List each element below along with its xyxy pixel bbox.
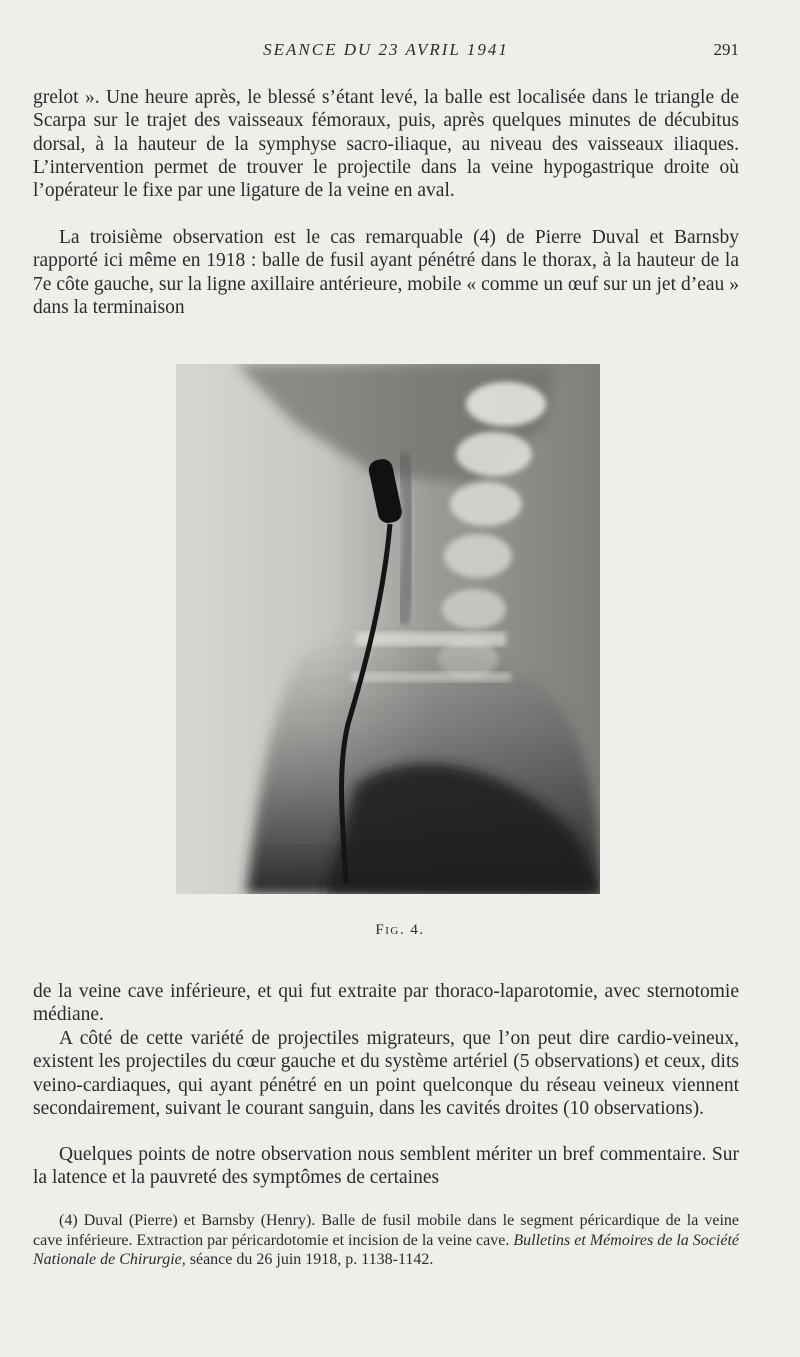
x-ray-figure	[176, 364, 600, 894]
paragraph-1: grelot ». Une heure après, le blessé s’étant levé, la balle est localisée dans le triangle de Scarpa sur le trajet des vaisseaux fémoraux, puis, après quelques minutes de décubitus dorsal, à la hauteur de la symphyse sacro-iliaque, au niveau des vaisseaux iliaques. L’intervention permet de trouver le projectile dans la veine hypogastrique droite où l’opérateur le fixe par une ligature de la veine en aval.	[33, 87, 739, 202]
paragraph-4: A côté de cette variété de projectiles migrateurs, que l’on peut dire cardio-veineux, existent les projectiles du cœur gauche et du système artériel (5 observations) et ceux, dits veino-cardiaques, qui ayant pénétré en un point quelconque du réseau veineux viennent secondairement, suivant le courant sanguin, dans les cavités droites (10 observations).	[33, 1028, 739, 1119]
footnote-text: (4) Duval (Pierre) et Barnsby (Henry). Balle de fusil mobile dans le segment péricardique de la veine cave inférieure. Extraction par péricardotomie et incision de la veine cave.	[33, 1212, 739, 1249]
page-number: 291	[713, 40, 739, 59]
paragraph-2: La troisième observation est le cas remarquable (4) de Pierre Duval et Barnsby rapporté ici même en 1918 : balle de fusil ayant pénétré dans le thorax, à la hauteur de la 7e côte gauche, sur la ligne axillaire antérieure, mobile « comme un œuf sur un jet d’eau » dans la terminaison	[33, 227, 739, 318]
footnote-journal: Bulletins et Mémoires de la Société Nationale de Chirurgie,	[33, 1231, 740, 1268]
paragraph-3: de la veine cave inférieure, et qui fut extraite par thoraco-laparotomie, avec sternotomie médiane.	[33, 981, 739, 1026]
footnote	[33, 1211, 739, 1270]
running-title: SEANCE DU 23 AVRIL 1941	[263, 40, 509, 59]
x-ray-image	[176, 364, 600, 894]
paragraph-5: Quelques points de notre observation nous semblent mériter un bref commentaire. Sur la latence et la pauvreté des symptômes de certaines	[33, 1144, 739, 1189]
figure-caption: Fig. 4.	[375, 922, 425, 938]
page-header	[33, 40, 739, 64]
footnote-date: séance du 26 juin 1918, p. 1138-1142.	[185, 1251, 434, 1268]
